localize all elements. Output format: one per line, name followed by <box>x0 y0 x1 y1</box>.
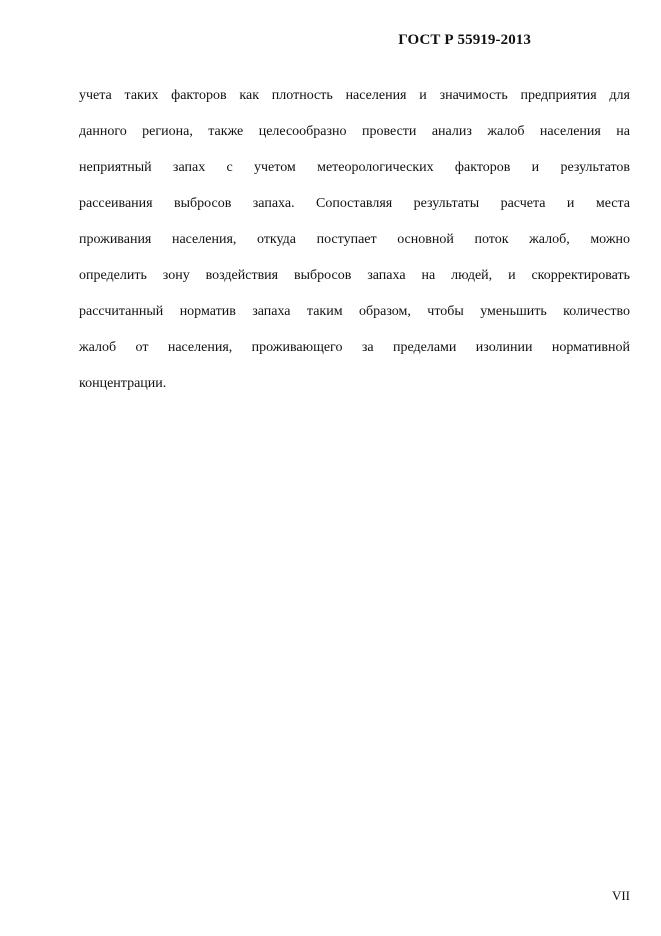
paragraph-line: неприятный запах с учетом метеорологических факторов и результатов <box>79 160 630 175</box>
paragraph-line: концентрации. <box>79 376 167 391</box>
page-number: VII <box>611 888 630 903</box>
document-header: ГОСТ Р 55919-2013 <box>398 32 531 48</box>
paragraph-line: данного региона, также целесообразно провести анализ жалоб населения на <box>79 124 630 139</box>
paragraph-line: определить зону воздействия выбросов запаха на людей, и скорректировать <box>79 268 630 283</box>
paragraph-line: жалоб от населения, проживающего за пределами изолинии нормативной <box>79 340 630 355</box>
body-paragraph <box>79 82 630 406</box>
paragraph-line: проживания населения, откуда поступает основной поток жалоб, можно <box>79 232 630 247</box>
paragraph-line: рассеивания выбросов запаха. Сопоставляя результаты расчета и места <box>79 196 630 211</box>
paragraph-line: учета таких факторов как плотность населения и значимость предприятия для <box>79 88 630 103</box>
paragraph-line: рассчитанный норматив запаха таким образом, чтобы уменьшить количество <box>79 304 630 319</box>
